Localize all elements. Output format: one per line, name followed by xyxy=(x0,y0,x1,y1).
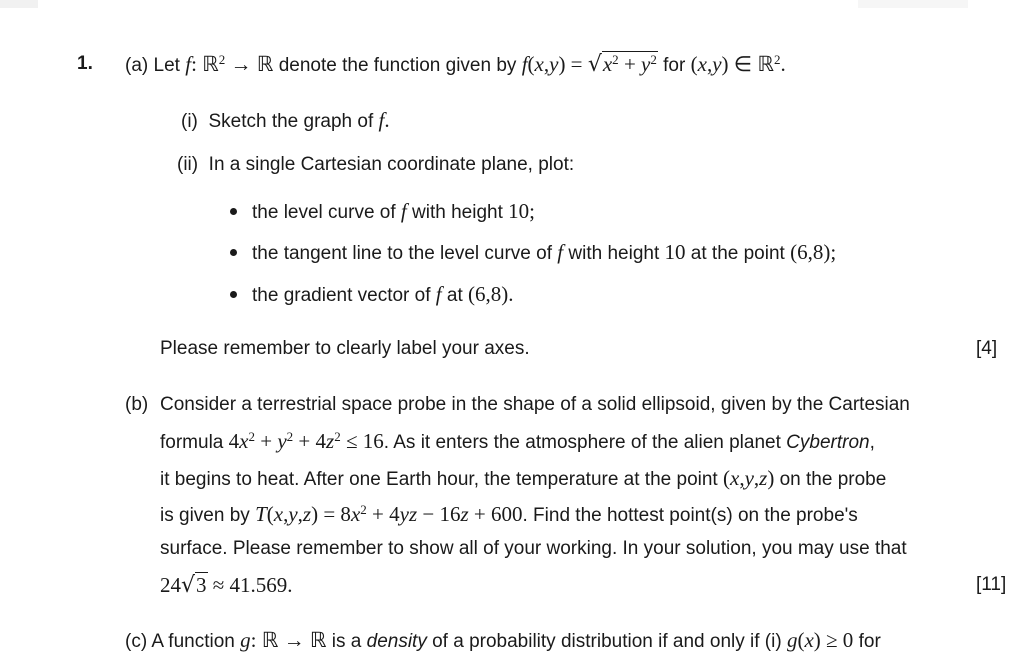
part-b-label: (b) xyxy=(125,394,149,415)
part-c-line: (c) A function g: ℝ → ℝ is a density of a probability distribution if and only if (i) g(x) ≥ 0 for xyxy=(125,628,881,652)
crop-artifact-left xyxy=(0,0,38,8)
part-a-label: (a) xyxy=(125,55,149,76)
part-b-line-6: 24√3 ≈ 41.569. xyxy=(160,573,293,598)
sub-question-ii: (ii) In a single Cartesian coordinate plane, plot: xyxy=(177,154,575,175)
bullet-dot xyxy=(230,249,237,256)
bullet-dot xyxy=(230,291,237,298)
bullet-item-2: the tangent line to the level curve of f with height 10 at the point (6,8); xyxy=(252,240,837,264)
part-a-mid: denote the function given by xyxy=(278,55,517,76)
part-b-line-2: formula $4x^2 + y^2 + 4z^2 \le 16$. As it enters the atmosphere of the alien planet Cybertron, xyxy=(160,428,875,453)
crop-artifact-right xyxy=(858,0,968,8)
part-b-line-5: surface. Please remember to show all of your working. In your solution, you may use that xyxy=(160,538,907,559)
part-b-line-1: Consider a terrestrial space probe in the shape of a solid ellipsoid, given by the Cartesian xyxy=(160,394,910,415)
part-a-line: (a) Let f: ℝ$^2$ → ℝ denote the function given by $f(x,y) = √x^2 + y^2$ for (x,y) ∈ ℝ$^2$. xyxy=(125,51,786,77)
part-a-marks: [4] xyxy=(976,338,998,359)
sub-question-i: (i) Sketch the graph of f. xyxy=(181,108,390,132)
part-a-for: for xyxy=(663,55,686,76)
part-b-marks: [11] xyxy=(976,574,1007,595)
question-number: 1. xyxy=(77,53,93,74)
part-b-line-4: is given by $T(x,y,z) = 8x^2 + 4yz - 16z + 600$. Find the hottest point(s) on the probe's xyxy=(160,501,858,526)
part-b-line-3: it begins to heat. After one Earth hour, the temperature at the point (x,y,z) on the probe xyxy=(160,466,887,490)
bullet-item-3: the gradient vector of f at (6,8). xyxy=(252,282,514,306)
bullet-dot xyxy=(230,208,237,215)
part-a-reminder: Please remember to clearly label your axes. xyxy=(160,338,530,359)
sqrt-expression: $√x^2 + y^2$ xyxy=(587,51,657,77)
bullet-item-1: the level curve of f with height 10; xyxy=(252,199,536,223)
part-a-let: Let xyxy=(153,55,180,76)
